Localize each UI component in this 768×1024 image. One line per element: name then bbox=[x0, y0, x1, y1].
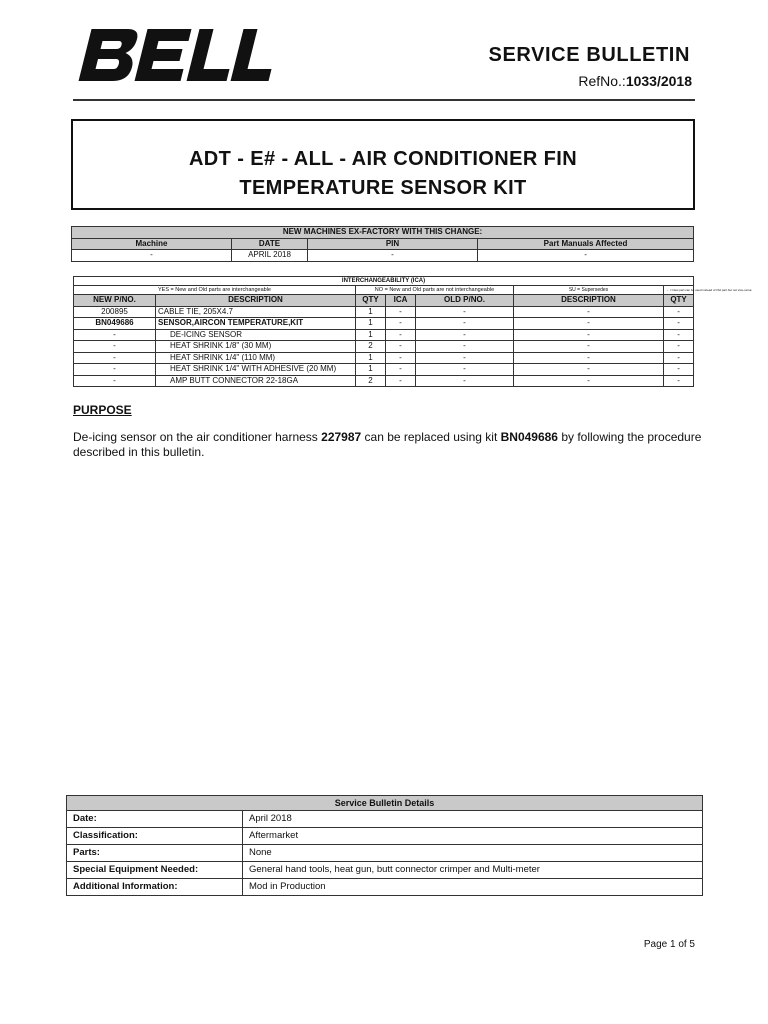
table-cell: - bbox=[664, 329, 694, 341]
table-title-row bbox=[74, 277, 694, 286]
bulletin-title-line-2: TEMPERATURE SENSOR KIT bbox=[239, 177, 527, 199]
column-header: DESCRIPTION bbox=[514, 295, 664, 307]
column-header: DATE bbox=[232, 238, 308, 250]
legend-row bbox=[74, 286, 694, 295]
detail-label: Parts: bbox=[67, 845, 243, 862]
table-cell: - bbox=[74, 375, 156, 387]
purpose-text-part: can be replaced using kit bbox=[361, 430, 501, 444]
document-type-title: SERVICE BULLETIN bbox=[488, 44, 690, 66]
table-title: Service Bulletin Details bbox=[67, 796, 703, 811]
table-cell: 1 bbox=[356, 306, 386, 318]
table-cell: 200895 bbox=[74, 306, 156, 318]
table-cell: - bbox=[514, 306, 664, 318]
table-cell: - bbox=[664, 341, 694, 353]
table-row bbox=[74, 352, 694, 364]
purpose-text bbox=[73, 430, 703, 460]
bulletin-details-table bbox=[66, 795, 703, 896]
column-header: QTY bbox=[664, 295, 694, 307]
table-row bbox=[74, 306, 694, 318]
table-cell: - bbox=[514, 341, 664, 353]
table-cell: 2 bbox=[356, 341, 386, 353]
table-cell: - bbox=[664, 364, 694, 376]
page-number: Page 1 of 5 bbox=[643, 939, 695, 950]
table-cell: 1 bbox=[356, 318, 386, 330]
table-cell: - bbox=[514, 352, 664, 364]
legend-no: NO = New and Old parts are not interchangeable bbox=[356, 286, 514, 295]
column-header: ICA bbox=[386, 295, 416, 307]
header-divider bbox=[73, 99, 695, 101]
detail-label: Additional Information: bbox=[67, 879, 243, 896]
legend-su: SU = Supersedes bbox=[514, 286, 664, 295]
table-cell: SENSOR,AIRCON TEMPERATURE,KIT bbox=[156, 318, 356, 330]
table-row bbox=[74, 329, 694, 341]
table-cell: - bbox=[386, 329, 416, 341]
detail-value: Mod in Production bbox=[243, 879, 703, 896]
table-cell: - bbox=[74, 352, 156, 364]
purpose-text-part: by following the procedure described in this bulletin. bbox=[73, 430, 702, 459]
detail-value: General hand tools, heat gun, butt connector crimper and Multi-meter bbox=[243, 862, 703, 879]
legend-yes: YES = New and Old parts are interchangeable bbox=[74, 286, 356, 295]
table-title-row bbox=[72, 227, 694, 239]
details-row bbox=[67, 845, 703, 862]
new-machines-table bbox=[71, 226, 694, 262]
table-cell: BN049686 bbox=[74, 318, 156, 330]
details-row bbox=[67, 862, 703, 879]
table-cell: - bbox=[74, 364, 156, 376]
purpose-heading: PURPOSE bbox=[73, 403, 132, 417]
table-cell: - bbox=[416, 306, 514, 318]
table-cell: - bbox=[416, 318, 514, 330]
table-title: NEW MACHINES EX-FACTORY WITH THIS CHANGE: bbox=[72, 227, 694, 239]
table-header-row bbox=[72, 238, 694, 250]
table-cell: - bbox=[386, 318, 416, 330]
table-title-row bbox=[67, 796, 703, 811]
detail-value: April 2018 bbox=[243, 811, 703, 828]
table-cell: - bbox=[72, 250, 232, 262]
table-cell: - bbox=[478, 250, 694, 262]
detail-label: Classification: bbox=[67, 828, 243, 845]
table-cell: - bbox=[416, 352, 514, 364]
details-row bbox=[67, 879, 703, 896]
ref-label: RefNo.: bbox=[578, 73, 626, 89]
table-cell: - bbox=[514, 318, 664, 330]
column-header: QTY bbox=[356, 295, 386, 307]
table-cell: CABLE TIE, 205X4.7 bbox=[156, 306, 356, 318]
kit-part-number: BN049686 bbox=[500, 430, 558, 444]
column-header: PIN bbox=[308, 238, 478, 250]
table-cell: HEAT SHRINK 1/4" WITH ADHESIVE (20 MM) bbox=[156, 364, 356, 376]
table-title: INTERCHANGEABILITY (ICA) bbox=[74, 277, 694, 286]
table-cell: HEAT SHRINK 1/8" (30 MM) bbox=[156, 341, 356, 353]
table-cell: DE-ICING SENSOR bbox=[156, 329, 356, 341]
legend-arrow: → = New part can be used instead of Old part but not vice-versa bbox=[664, 286, 694, 295]
table-cell: - bbox=[416, 364, 514, 376]
bell-logo bbox=[73, 23, 269, 87]
table-cell: - bbox=[386, 364, 416, 376]
table-cell: 1 bbox=[356, 352, 386, 364]
table-cell: - bbox=[386, 306, 416, 318]
bulletin-title-line-1: ADT - E# - ALL - AIR CONDITIONER FIN bbox=[188, 148, 578, 170]
table-cell: - bbox=[664, 306, 694, 318]
table-cell: - bbox=[514, 375, 664, 387]
column-header: NEW P/NO. bbox=[74, 295, 156, 307]
table-cell: - bbox=[386, 375, 416, 387]
table-cell: - bbox=[74, 341, 156, 353]
table-row bbox=[74, 364, 694, 376]
table-row bbox=[74, 341, 694, 353]
table-cell: 2 bbox=[356, 375, 386, 387]
reference-number bbox=[430, 73, 692, 89]
table-cell: - bbox=[416, 375, 514, 387]
interchangeability-table bbox=[73, 276, 752, 387]
column-header: Machine bbox=[72, 238, 232, 250]
table-cell: - bbox=[74, 329, 156, 341]
purpose-text-part: De-icing sensor on the air conditioner harness bbox=[73, 430, 322, 444]
detail-value: Aftermarket bbox=[243, 828, 703, 845]
old-part-number: 227987 bbox=[321, 430, 362, 444]
detail-label: Date: bbox=[67, 811, 243, 828]
bulletin-title-box bbox=[71, 119, 695, 210]
table-cell: 1 bbox=[356, 329, 386, 341]
table-cell: - bbox=[514, 364, 664, 376]
column-header: OLD P/NO. bbox=[416, 295, 514, 307]
column-header: Part Manuals Affected bbox=[478, 238, 694, 250]
table-cell: - bbox=[664, 352, 694, 364]
table-header-row bbox=[74, 295, 694, 307]
table-cell: - bbox=[386, 341, 416, 353]
table-cell: APRIL 2018 bbox=[232, 250, 308, 262]
column-header: DESCRIPTION bbox=[156, 295, 356, 307]
ref-value: 1033/2018 bbox=[625, 73, 692, 89]
details-row bbox=[67, 828, 703, 845]
table-cell: 1 bbox=[356, 364, 386, 376]
detail-value: None bbox=[243, 845, 703, 862]
table-row bbox=[74, 375, 694, 387]
table-row bbox=[74, 318, 694, 330]
table-cell: - bbox=[386, 352, 416, 364]
table-cell: HEAT SHRINK 1/4" (110 MM) bbox=[156, 352, 356, 364]
details-row bbox=[67, 811, 703, 828]
detail-label: Special Equipment Needed: bbox=[67, 862, 243, 879]
table-cell: AMP BUTT CONNECTOR 22-18GA bbox=[156, 375, 356, 387]
table-cell: - bbox=[514, 329, 664, 341]
table-cell: - bbox=[664, 375, 694, 387]
table-cell: - bbox=[416, 341, 514, 353]
table-row bbox=[72, 250, 694, 262]
table-cell: - bbox=[416, 329, 514, 341]
table-cell: - bbox=[664, 318, 694, 330]
table-cell: - bbox=[308, 250, 478, 262]
